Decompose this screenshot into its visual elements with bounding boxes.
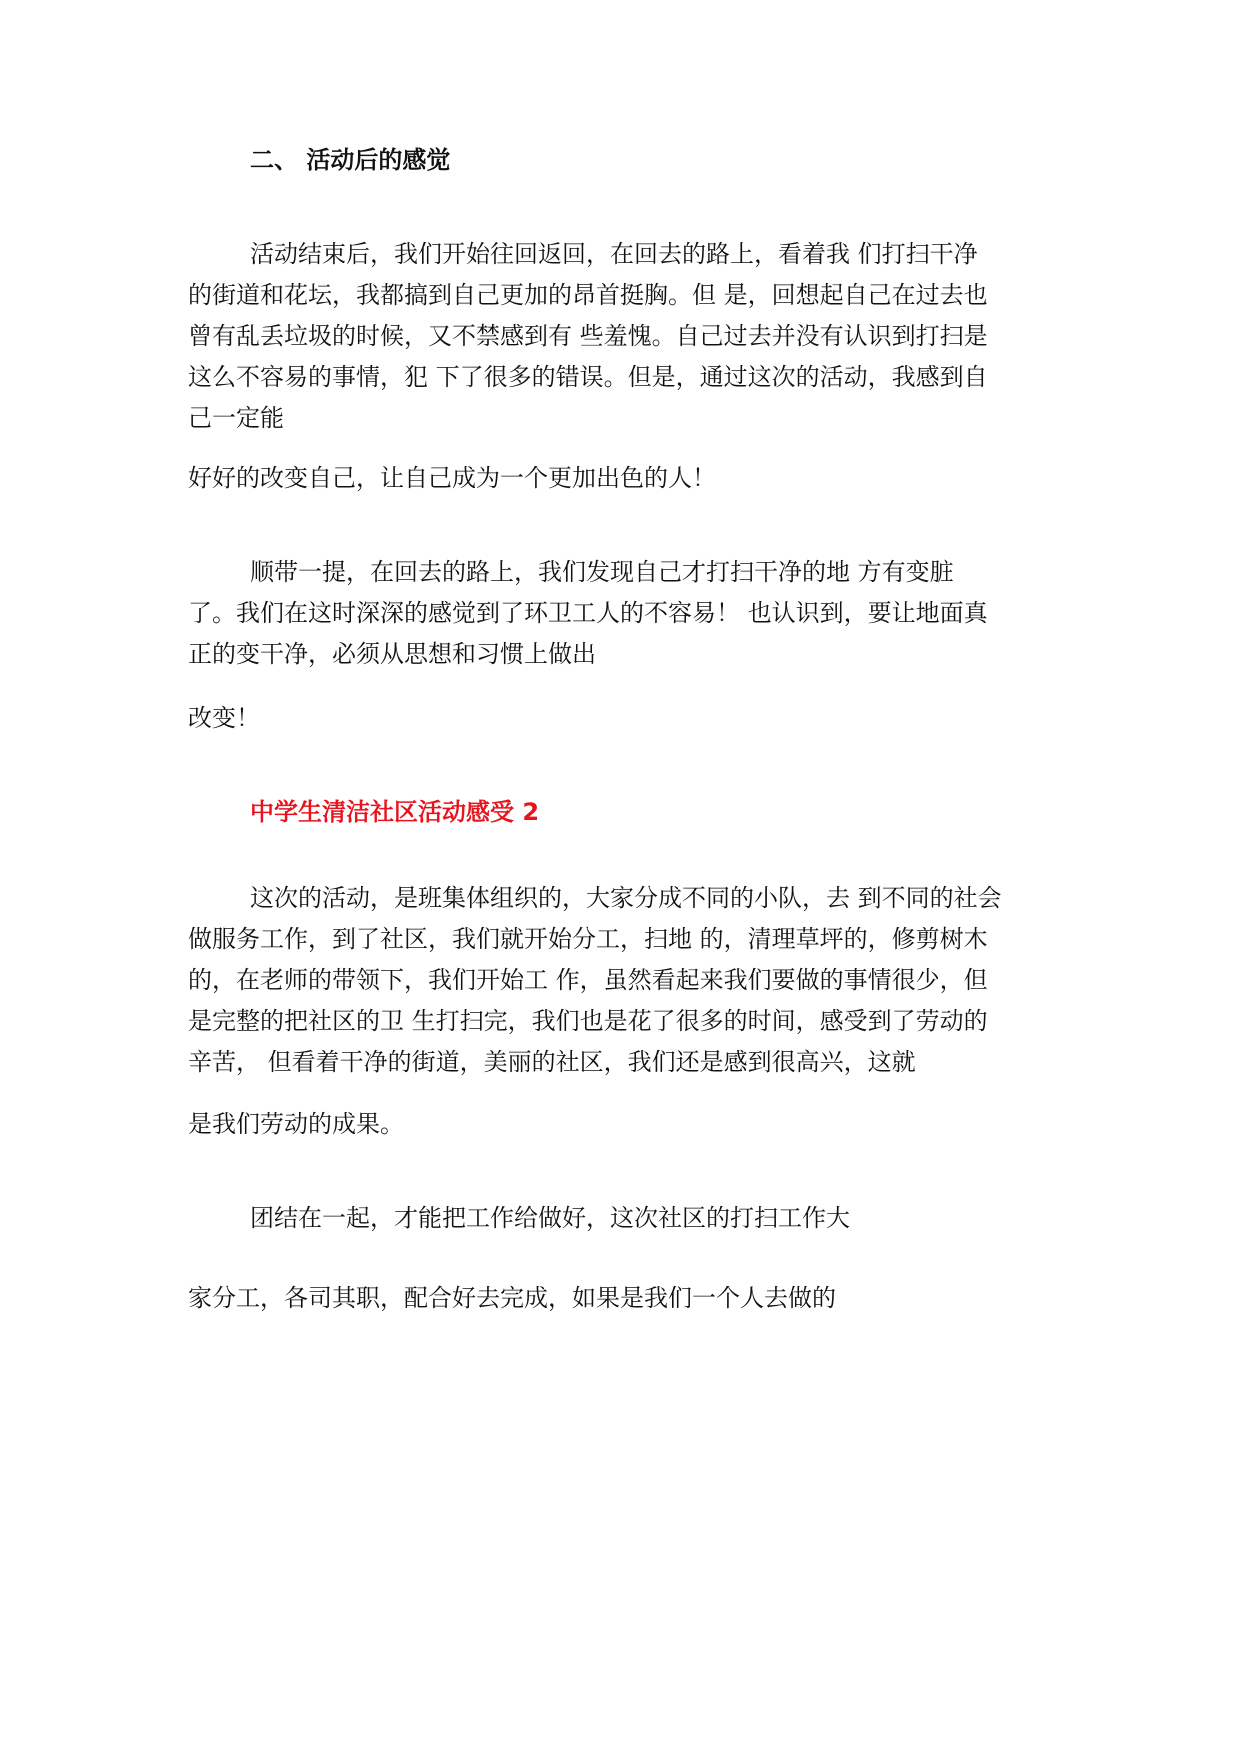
paragraph-line: 家分工，各司其职，配合好去完成，如果是我们一个人去做的 (188, 1284, 836, 1312)
paragraph-line: 做服务工作，到了社区，我们就开始分工，扫地 的，清理草坪的，修剪树木 (188, 925, 988, 953)
paragraph-line: 顺带一提，在回去的路上，我们发现自己才打扫干净的地 方有变脏 (250, 558, 954, 586)
paragraph-line: 的，在老师的带领下，我们开始工 作，虽然看起来我们要做的事情很少，但 (188, 966, 988, 994)
paragraph-line: 曾有乱丢垃圾的时候，又不禁感到有 些羞愧。自己过去并没有认识到打扫是 (188, 322, 988, 350)
paragraph-line: 是我们劳动的成果。 (188, 1110, 404, 1138)
paragraph-line: 改变！ (188, 704, 260, 732)
paragraph-line: 辛苦， 但看着干净的街道，美丽的社区，我们还是感到很高兴，这就 (188, 1048, 916, 1076)
paragraph-line: 是完整的把社区的卫 生打扫完，我们也是花了很多的时间，感受到了劳动的 (188, 1007, 988, 1035)
paragraph-line: 己一定能 (188, 404, 284, 432)
section-heading: 二、 活动后的感觉 (250, 146, 451, 174)
article-title: 中学生清洁社区活动感受 2 (250, 798, 540, 826)
paragraph-line: 这么不容易的事情，犯 下了很多的错误。但是，通过这次的活动，我感到自 (188, 363, 988, 391)
paragraph-line: 了。我们在这时深深的感觉到了环卫工人的不容易！ 也认识到，要让地面真 (188, 599, 988, 627)
paragraph-line: 正的变干净，必须从思想和习惯上做出 (188, 640, 596, 668)
paragraph-line: 团结在一起，才能把工作给做好，这次社区的打扫工作大 (250, 1204, 850, 1232)
paragraph-line: 的街道和花坛，我都搞到自己更加的昂首挺胸。但 是，回想起自己在过去也 (188, 281, 988, 309)
paragraph-line: 活动结束后，我们开始往回返回，在回去的路上，看着我 们打扫干净 (250, 240, 978, 268)
paragraph-line: 这次的活动，是班集体组织的，大家分成不同的小队，去 到不同的社会 (250, 884, 1002, 912)
paragraph-line: 好好的改变自己，让自己成为一个更加出色的人！ (188, 464, 716, 492)
